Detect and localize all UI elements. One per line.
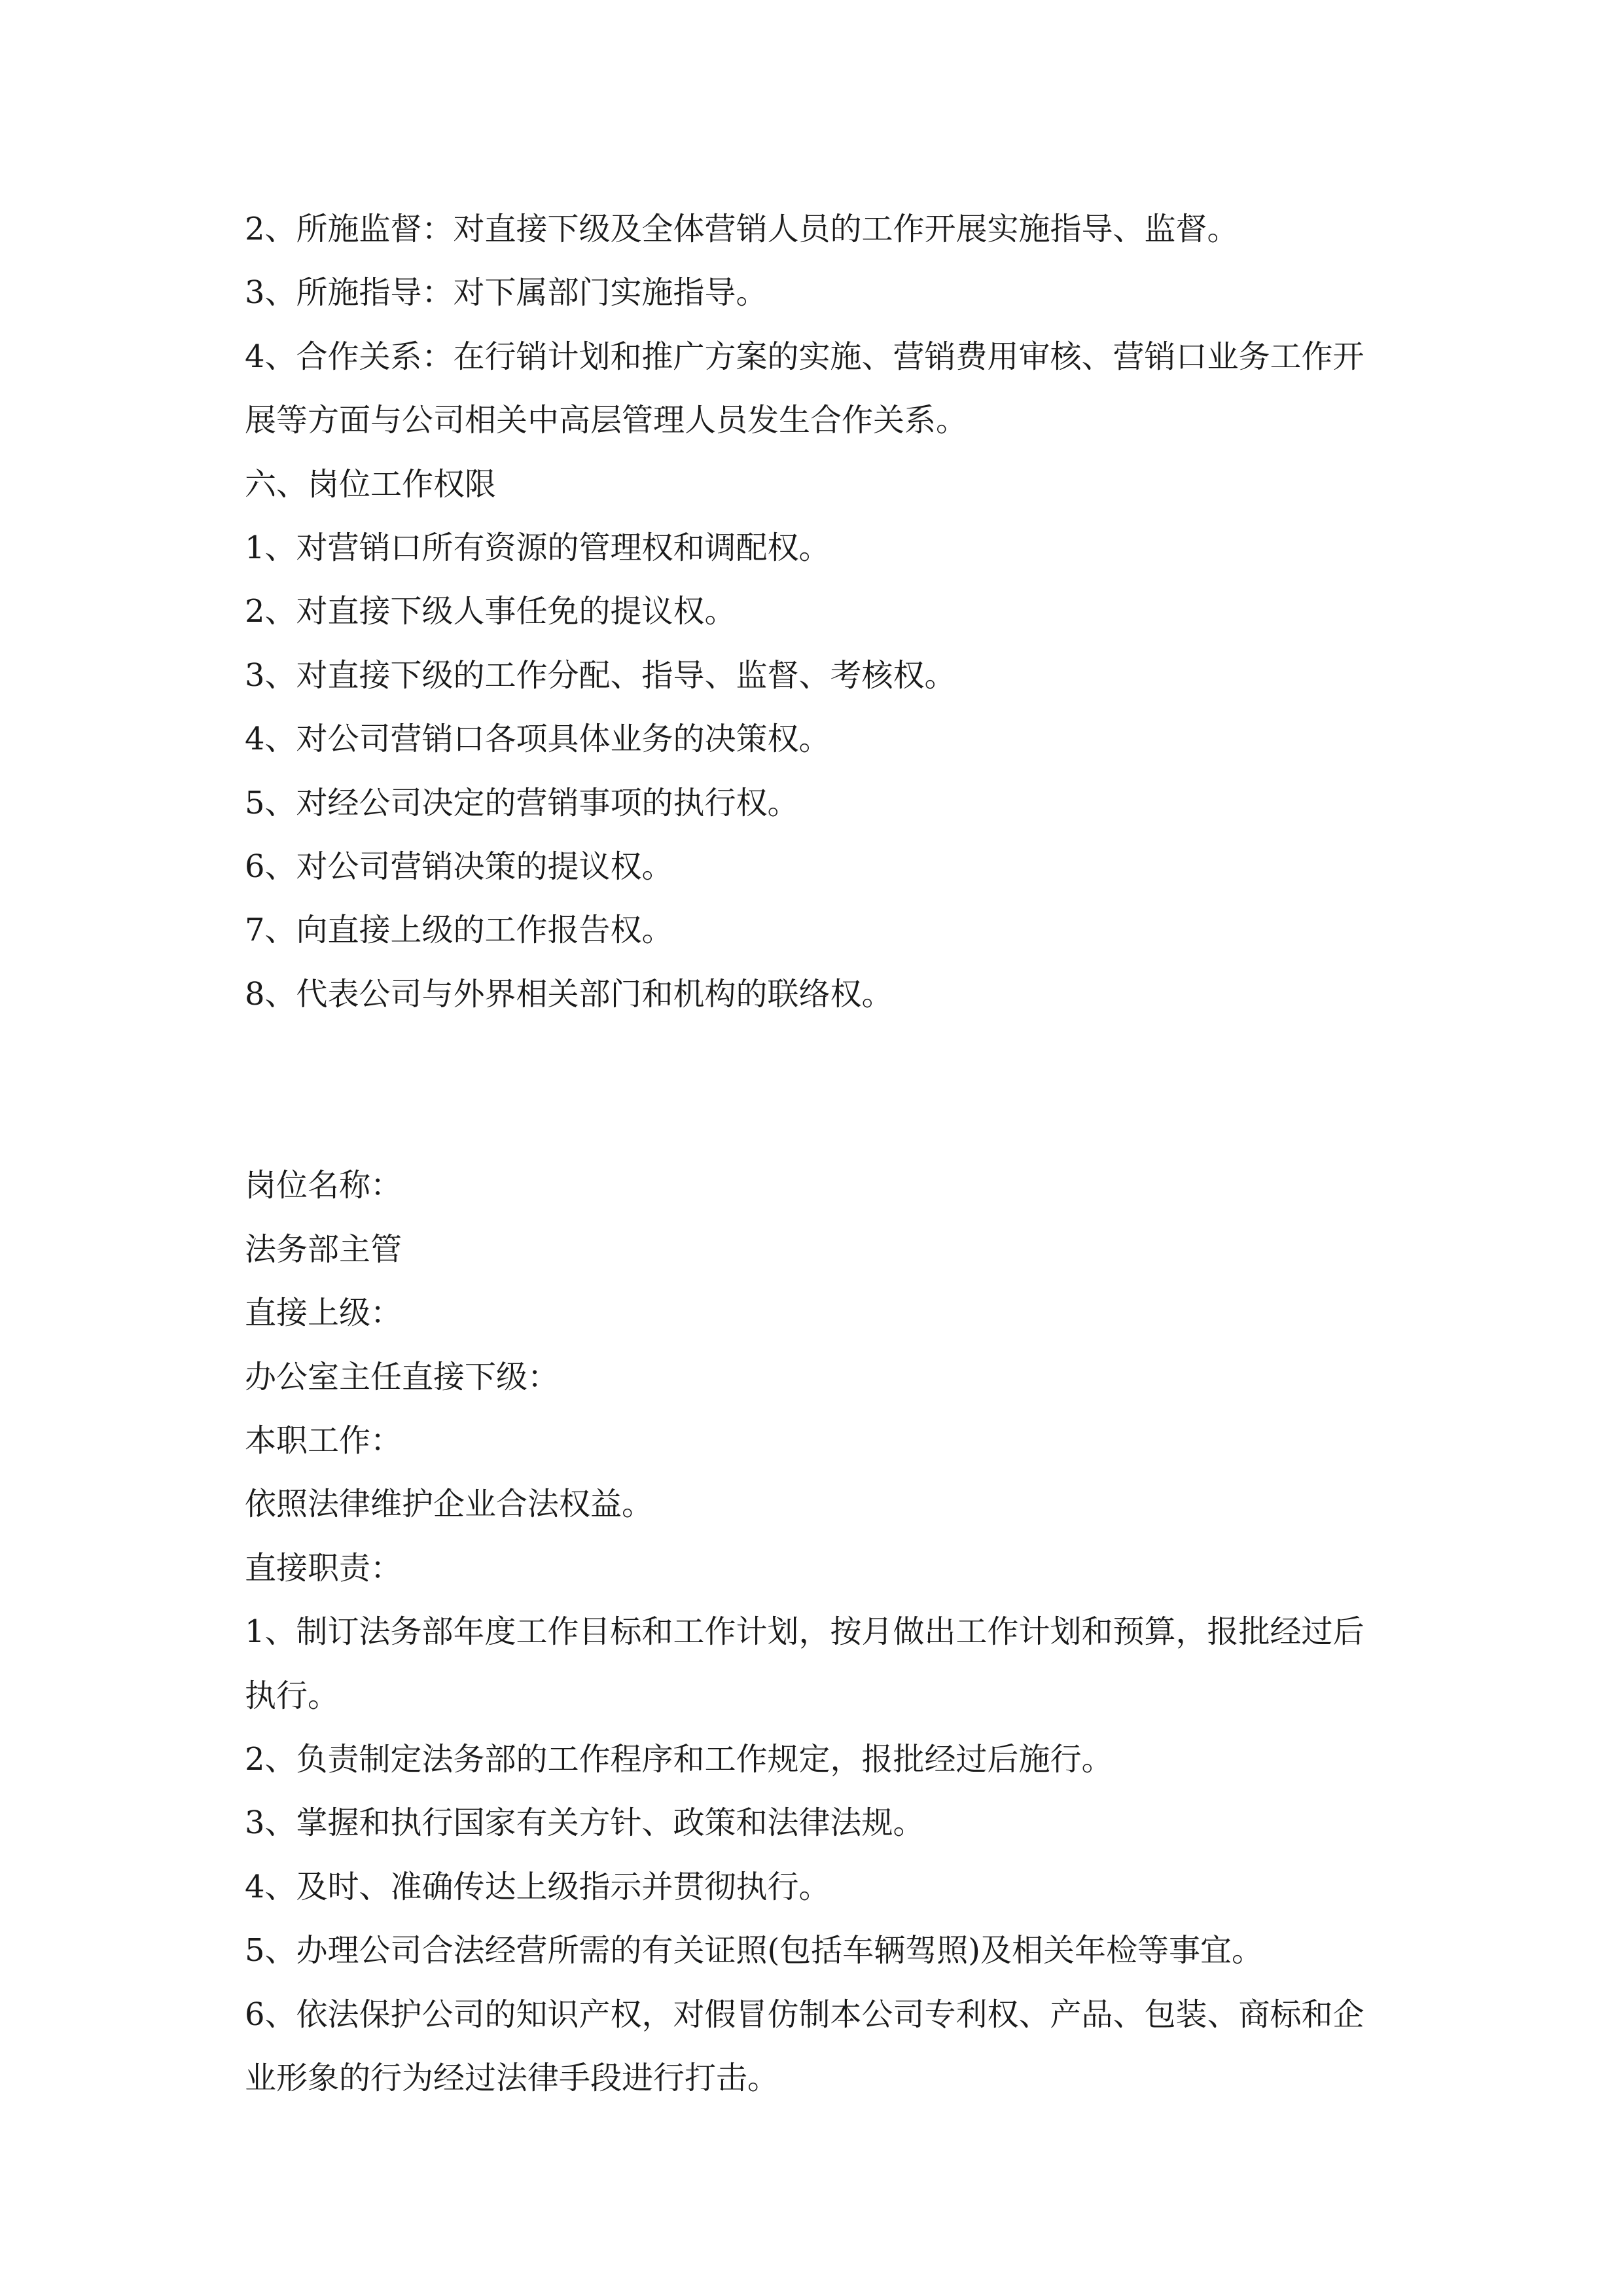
paragraph-supervision: 2、所施监督：对直接下级及全体营销人员的工作开展实施指导、监督。 — [245, 211, 1239, 247]
list-item-duty-3: 3、掌握和执行国家有关方针、政策和法律法规。 — [245, 1804, 925, 1842]
section-spacer — [245, 1026, 1383, 1154]
document-body — [245, 198, 1383, 2110]
label-position-name: 岗位名称： — [245, 1167, 402, 1204]
label-direct-duties: 直接职责： — [245, 1549, 402, 1587]
value-position-name: 法务部主管 — [245, 1230, 402, 1268]
label-core-work: 本职工作： — [245, 1422, 402, 1459]
list-item-authority-7: 7、向直接上级的工作报告权。 — [245, 912, 673, 949]
paragraph-guidance: 3、所施指导：对下属部门实施指导。 — [245, 274, 768, 312]
section-heading-authority: 六、岗位工作权限 — [245, 465, 497, 503]
value-direct-superior: 办公室主任直接下级： — [245, 1358, 560, 1395]
list-item-duty-6: 6、依法保护公司的知识产权，对假冒仿制本公司专利权、产品、包装、商标和企业形象的行为经过法律手段进行打击。 — [245, 1996, 1364, 2096]
list-item-duty-4: 4、及时、准确传达上级指示并贯彻执行。 — [245, 1868, 830, 1905]
list-item-authority-4: 4、对公司营销口各项具体业务的决策权。 — [245, 721, 830, 758]
list-item-duty-2: 2、负责制定法务部的工作程序和工作规定，报批经过后施行。 — [245, 1740, 1113, 1778]
list-item-duty-1: 1、制订法务部年度工作目标和工作计划，按月做出工作计划和预算，报批经过后执行。 — [245, 1613, 1364, 1714]
list-item-authority-3: 3、对直接下级的工作分配、指导、监督、考核权。 — [245, 656, 956, 694]
list-item-authority-5: 5、对经公司决定的营销事项的执行权。 — [245, 784, 799, 821]
paragraph-cooperation: 4、合作关系：在行销计划和推广方案的实施、营销费用审核、营销口业务工作开展等方面与公司相关中高层管理人员发生合作关系。 — [245, 338, 1364, 439]
list-item-duty-5: 5、办理公司合法经营所需的有关证照(包括车辆驾照)及相关年检等事宜。 — [245, 1932, 1263, 1969]
label-direct-superior: 直接上级： — [245, 1295, 402, 1332]
list-item-authority-1: 1、对营销口所有资源的管理权和调配权。 — [245, 529, 830, 567]
list-item-authority-2: 2、对直接下级人事任免的提议权。 — [245, 593, 736, 630]
list-item-authority-6: 6、对公司营销决策的提议权。 — [245, 848, 673, 886]
value-core-work: 依照法律维护企业合法权益。 — [245, 1486, 654, 1523]
list-item-authority-8: 8、代表公司与外界相关部门和机构的联络权。 — [245, 975, 893, 1013]
